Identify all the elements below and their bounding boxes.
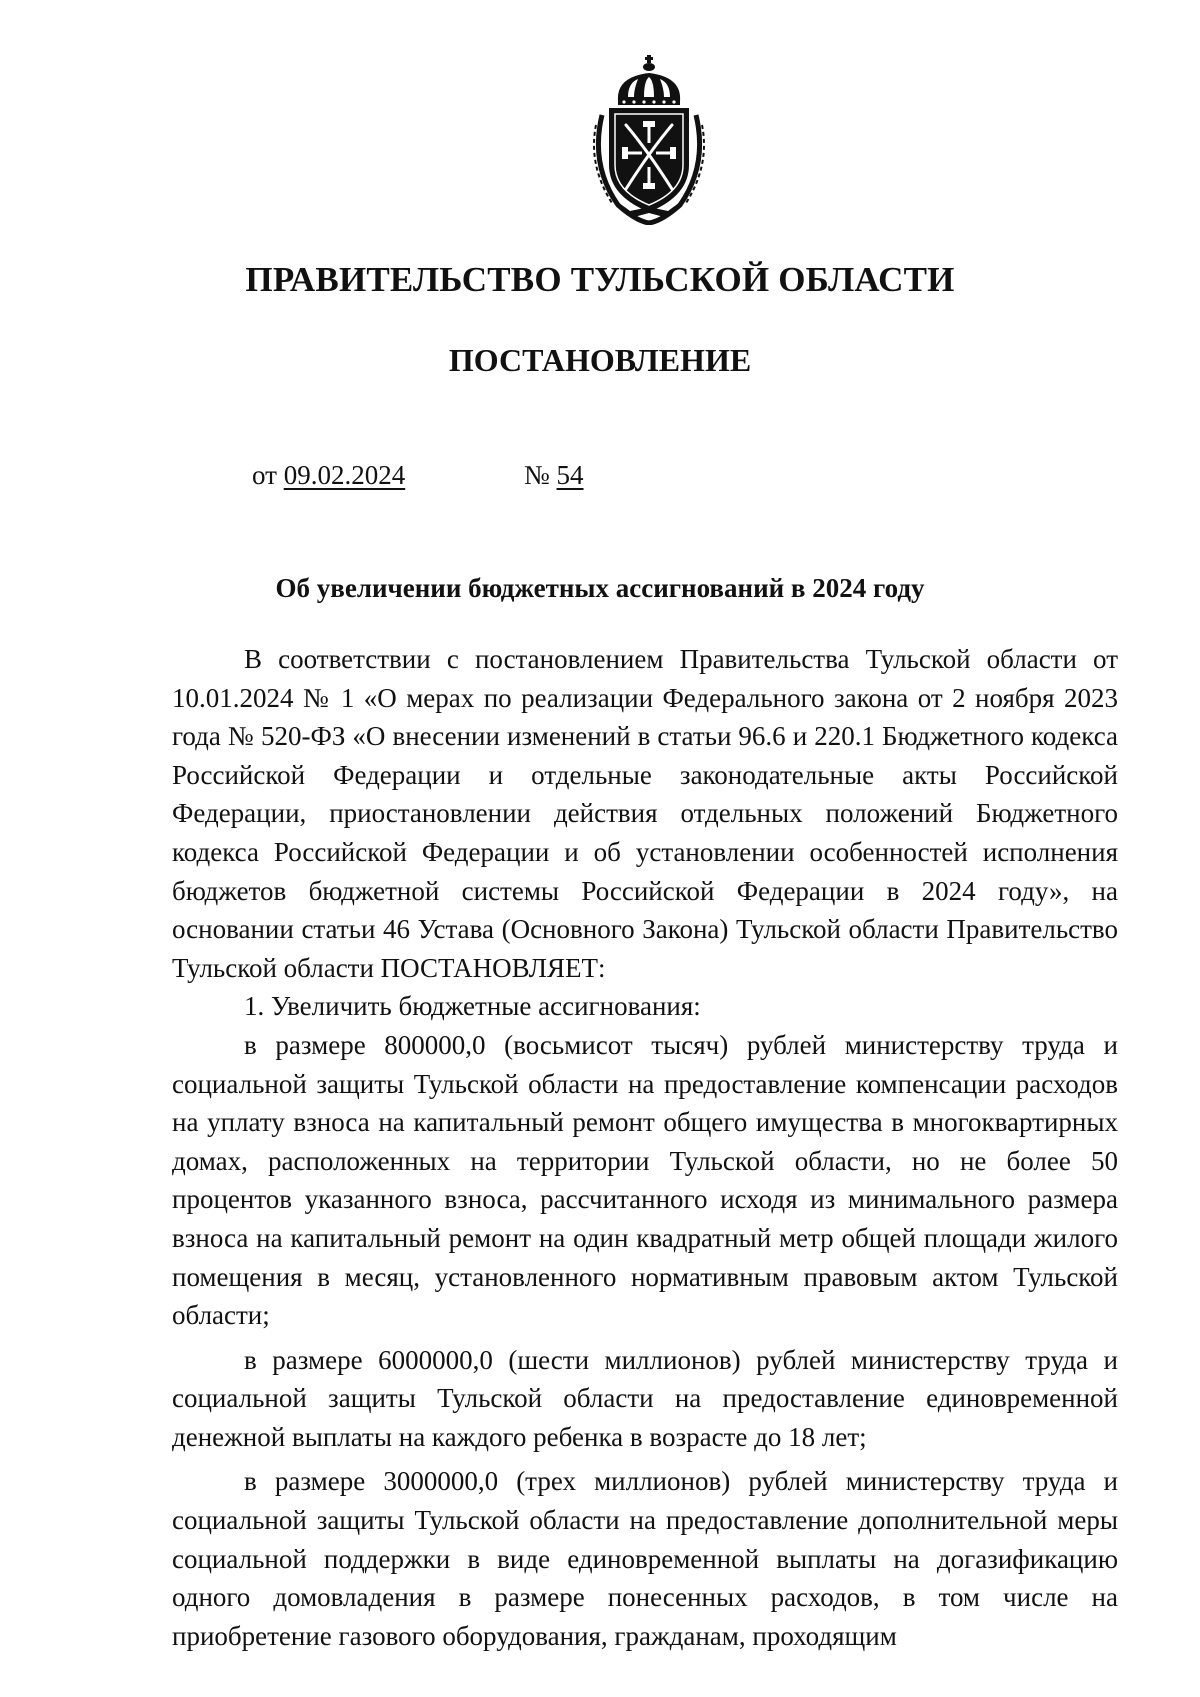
date-prefix: от bbox=[252, 460, 277, 490]
document-body bbox=[172, 640, 1118, 1655]
number-group bbox=[524, 458, 584, 492]
paragraph-item-1: 1. Увеличить бюджетные ассигнования: bbox=[244, 991, 701, 1022]
paragraph-allocation-1: в размере 800000,0 (восьмисот тысяч) рублей министерству труда и социальной защиты Тульской области на предоставление компенсации расходов на уплату взноса на капитальный ремонт общего имущества в многоквартирных домах, расположенных на территории Тульской области, но не более 50 процентов указанного взноса, рассчитанного исходя из минимального размера взноса на капитальный ремонт на один квадратный метр общей площади жилого помещения в месяц, установленного нормативным правовым актом Тульской области; bbox=[172, 1029, 1118, 1331]
organization-title: ПРАВИТЕЛЬСТВО ТУЛЬСКОЙ ОБЛАСТИ bbox=[245, 260, 955, 299]
document-date: 09.02.2024 bbox=[283, 460, 406, 490]
paragraph-allocation-3: в размере 3000000,0 (трех миллионов) рублей министерству труда и социальной защиты Тульской области на предоставление дополнительной меры социальной поддержки в виде единовременной выплаты на догазификацию одного домовладения в размере понесенных расходов, в том числе на приобретение газового оборудования, гражданам, проходящим bbox=[172, 1466, 1118, 1651]
number-prefix: № bbox=[524, 460, 550, 490]
document-type-title: ПОСТАНОВЛЕНИЕ bbox=[448, 342, 752, 378]
tula-coat-of-arms-icon bbox=[588, 55, 710, 225]
document-subject: Об увеличении бюджетных ассигнований в 2024 году bbox=[275, 573, 925, 603]
date-number-line bbox=[252, 458, 584, 492]
paragraph-allocation-2: в размере 6000000,0 (шести миллионов) рублей министерству труда и социальной защиты Тульской области на предоставление единовременной денежной выплаты на каждого ребенка в возрасте до 18 лет; bbox=[172, 1344, 1118, 1452]
document-number: 54 bbox=[556, 460, 584, 490]
paragraph-preamble: В соответствии с постановлением Правительства Тульской области от 10.01.2024 № 1 «О мерах по реализации Федерального закона от 2 ноября 2023 года № 520-ФЗ «О внесении изменений в статьи 96.6 и 220.1 Бюджетного кодекса Российской Федерации и отдельные законодательные акты Российской Федерации, приостановлении действия отдельных положений Бюджетного кодекса Российской Федерации и об установлении особенностей исполнения бюджетов бюджетной системы Российской Федерации в 2024 году», на основании статьи 46 Устава (Основного Закона) Тульской области Правительство Тульской области ПОСТАНОВЛЯЕТ: bbox=[172, 644, 1118, 983]
